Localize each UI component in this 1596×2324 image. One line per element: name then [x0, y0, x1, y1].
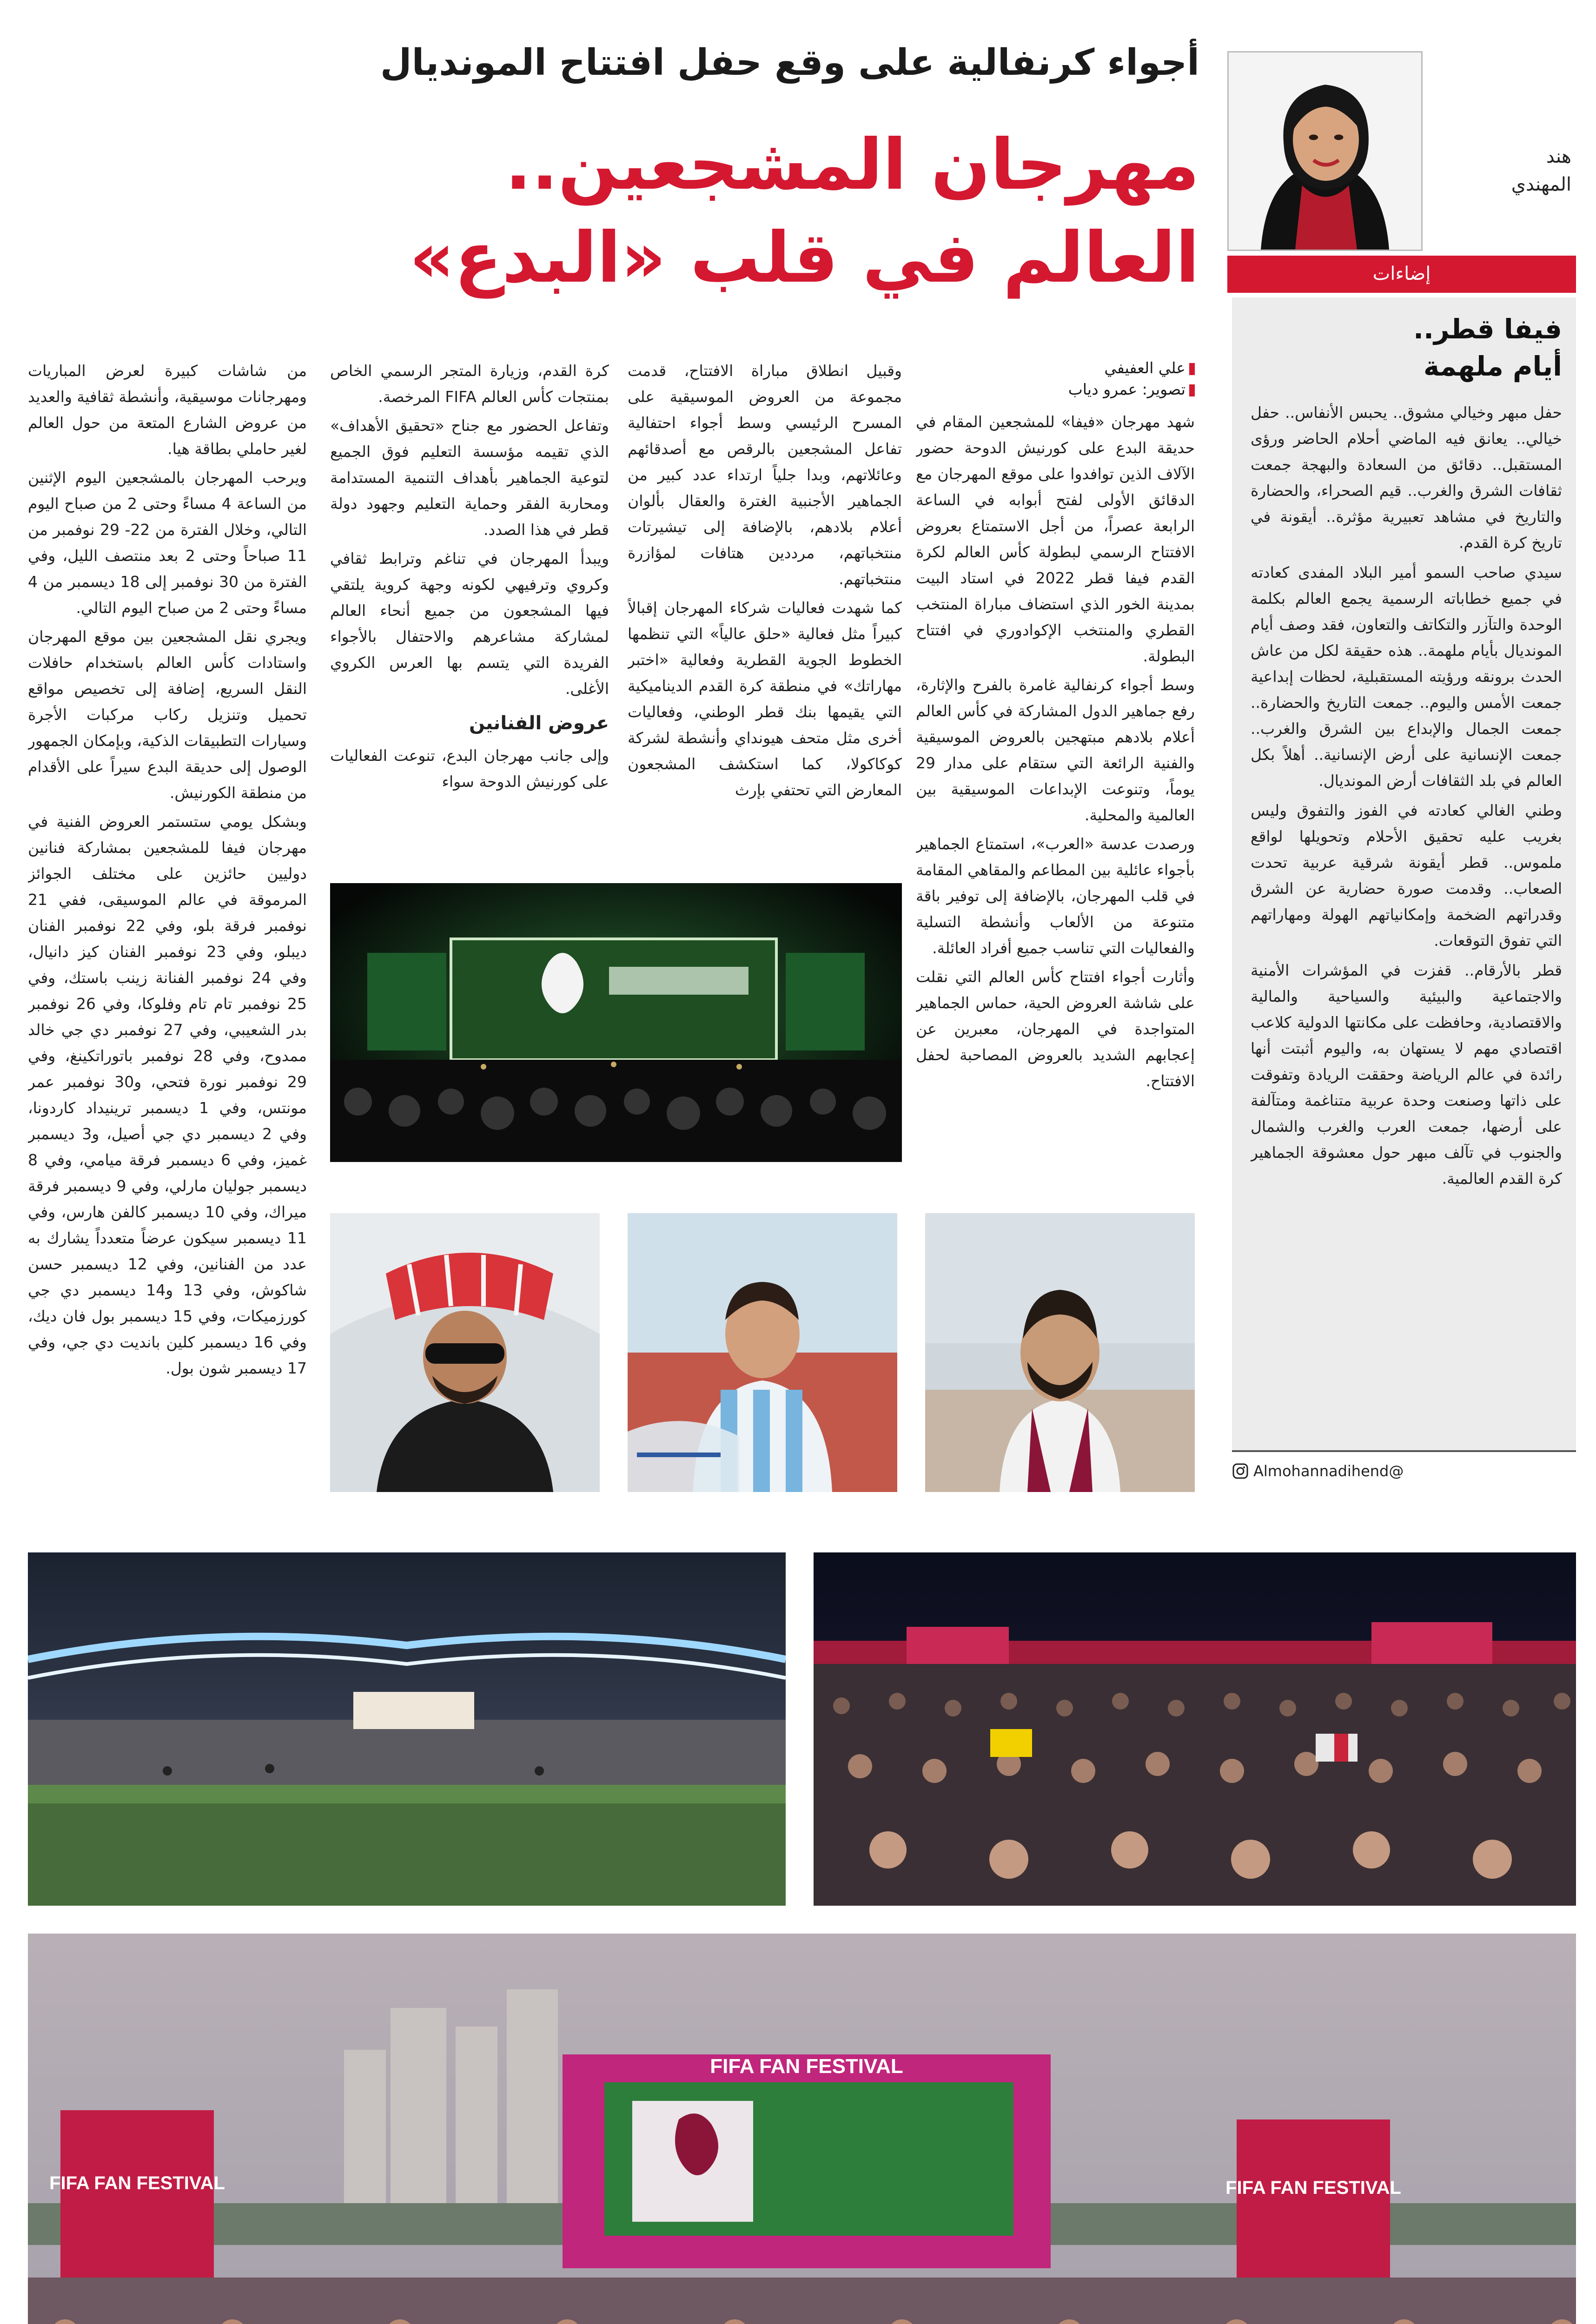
photo-stage-night — [330, 883, 902, 1162]
article-paragraph: ويجري نقل المشجعين بين موقع المهرجان واستادات كأس العالم باستخدام حافلات النقل السريع، إضافة إلى تخصيص مواقع تحميل وتنزيل ركاب مركبات الأجرة وسيارات التطبيقات الذكية، وبإمكان الجمهور الوصول إلى حديقة البدع سيراً على الأقدام من منطقة الكورنيش. — [28, 627, 307, 802]
fan-argentina-image — [628, 1213, 897, 1492]
column-title-line2: أيام ملهمة — [1423, 350, 1562, 382]
article-paragraph: ورصدت عدسة «العرب»، استمتاع الجماهير بأجواء عائلية بين المطاعم والمقاهي المقامة في قلب المهرجان، بالإضافة إلى توفير باقة متنوعة من الألعاب وأنشطة التسلية والفعاليات التي تناسب جميع أفراد العائلة. — [916, 835, 1195, 957]
author-last-name: المهندي — [1511, 174, 1571, 195]
article-paragraph: وأثارت أجواء افتتاح كأس العالم التي نقلت على شاشة العروض الحية، حماس الجماهير المتواجدة في المهرجان، معبرين عن إعجابهم الشديد بالعروض المصاحبة لحفل الافتتاح. — [916, 968, 1195, 1090]
column-paragraph: قطر بالأرقام.. قفزت في المؤشرات الأمنية والاجتماعية والبيئية والسياحية والمالية والاقتصادية، وحافظت على مكانتها الدولية كلاعب اقتصادي مهم لا يستهان به، واليوم أثبتت أنها رائدة في عالم الرياضة وحققت الريادة وتفوقت على ذاتها وصنعت وحدة عربية متناغمة ومتآلفة على أرضها، جمعت العرب والغرب والشمال والجنوب في تآلف مبهر حول معشوقة الجماهير كرة القدم العالمية. — [1251, 961, 1562, 1188]
article-paragraph: وإلى جانب مهرجان البدع، تنوعت الفعاليات على كورنيش الدوحة سواء — [330, 746, 609, 791]
article-paragraph: ويرحب المهرجان بالمشجعين اليوم الإثنين من الساعة 4 مساءً وحتى 2 من صباح اليوم التالي، وخلال الفترة من 22- 29 نوفمبر من 11 صباحاً وحتى 2 بعد منتصف الليل، وفي الفترة من 30 نوفمبر إلى 18 ديسمبر من 4 مساءً وحتى 2 من صباح اليوم التالي. — [28, 469, 307, 617]
fan-mexico-image — [330, 1213, 600, 1492]
byline-writer — [1023, 358, 1195, 378]
byline-bar — [1189, 363, 1195, 375]
author-photo — [1227, 51, 1423, 251]
article-paragraph: كرة القدم، وزيارة المتجر الرسمي الخاص بمنتجات كأس العالم FIFA المرخصة. — [330, 362, 609, 406]
byline-bar — [1189, 384, 1195, 396]
article-paragraph: من شاشات كبيرة لعرض المباريات ومهرجانات موسيقية، وأنشطة ثقافية والعديد من عروض الشارع المتعة من حول العالم لغير حاملي بطاقة هيا. — [28, 362, 307, 458]
photo-fan-mexico — [330, 1213, 600, 1492]
park-lights-image — [28, 1552, 786, 1906]
article-kicker: أجواء كرنفالية على وقع حفل افتتاح المونديال — [380, 42, 1199, 84]
stage-night-image — [330, 883, 902, 1162]
column-body — [1251, 400, 1562, 1422]
byline-writer-name: علي العفيفي — [1104, 359, 1185, 377]
column-paragraph: سيدي صاحب السمو أمير البلاد المفدى كعادته في جميع خطاباته الرسمية يجمع العالم بكلمة الوحدة والتآزر والتكاتف والتعاون، فقد وصف أيام المونديال بأيام ملهمة.. هذه حقيقة لكل من عاش الحدث برونقه ورؤيته المستقبلية، لحظات إبداعية جمعت الأمس واليوم.. جمعت التاريخ والحضارة.. جمعت الجمال والإبداع بين الشرق والغرب.. جمعت الإنسانية على أرض الإنسانية.. أهلاً بكل العالم في بلد الثقافات أرض المونديال. — [1251, 563, 1562, 790]
photo-fan-argentina — [628, 1213, 897, 1492]
column-tag: إضاءات — [1227, 256, 1576, 293]
stage-banner-text: FIFA FAN FESTIVAL — [710, 2055, 903, 2078]
author-first-name: هند — [1546, 146, 1571, 167]
byline-photographer — [1023, 379, 1195, 400]
article-paragraph: كما شهدت فعاليات شركاء المهرجان إقبالاً كبيراً مثل فعالية «حلق عالياً» التي تنظمها الخطوط الجوية القطرية وفعالية «اختبر مهاراتك» في منطقة كرة القدم الديناميكية التي يقيمها بنك قطر الوطني، وفعاليات أخرى مثل متحف هيونداي وأنشطة لشركة كوكاكولا، كما استكشف المشجعون المعارض التي تحتفي بإرث — [628, 599, 902, 799]
festival-sign-right-text: FIFA FAN FESTIVAL — [1225, 2178, 1401, 2198]
article-paragraph: وسط أجواء كرنفالية غامرة بالفرح والإثارة، رفع جماهير الدول المشاركة في كأس العالم أعلام بلادهم مبتهجين بالعروض الموسيقية والفنية الرائعة التي ستقام على مدار 29 يوماً، وتنوعت الإبداعات الموسيقية بين العالمية والمحلية. — [916, 676, 1195, 824]
byline-photographer-name: تصوير: عمرو دياب — [1068, 380, 1185, 398]
photo-crowd-night — [814, 1552, 1576, 1906]
article-column-4 — [28, 358, 307, 1511]
article-headline-line1: مهرجان المشجعين.. — [505, 125, 1199, 205]
instagram-icon — [1232, 1463, 1249, 1479]
author-portrait-image — [1229, 53, 1421, 250]
fan-festival-stage-image — [28, 1934, 1576, 2324]
festival-sign-left-text: FIFA FAN FESTIVAL — [49, 2173, 225, 2193]
fan-qatar-scarf-image — [925, 1213, 1195, 1492]
article-column-3 — [330, 358, 609, 846]
column-title-line1: فيفا قطر.. — [1413, 313, 1562, 345]
article-paragraph: شهد مهرجان «فيفا» للمشجعين المقام في حديقة البدع على كورنيش الدوحة حضور الآلاف الذين توافدوا على موقع المهرجان مع الدقائق الأولى لفتح أبوابه في الساعة الرابعة عصراً، من أجل الاستمتاع بعروض الافتتاح الرسمي لبطولة كأس العالم لكرة القدم فيفا قطر 2022 في استاد البيت بمدينة الخور الذي استضاف مباراة المنتخب القطري والمنتخب الإكوادوري في افتتاح البطولة. — [916, 413, 1195, 665]
crowd-night-image — [814, 1552, 1576, 1906]
column-footer-rule — [1232, 1450, 1576, 1452]
instagram-handle[interactable] — [1232, 1459, 1576, 1483]
article-paragraph: وبشكل يومي ستستمر العروض الفنية في مهرجان فيفا للمشجعين بمشاركة فنانين دوليين حائزين على مختلف الجوائز المرموقة في عالم الموسيقى، ففي 21 نوفمبر فرقة بلو، وفي 22 نوفمبر الفنان ديبلو، وفي 23 نوفمبر الفنان كيز دانيال، وفي 24 نوفمبر الفنانة زينب باستك، وفي 25 نوفمبر تام تام وفلوكا، وفي 26 نوفمبر بدر الشعيبي، وفي 27 نوفمبر دي جي خالد ممدوح، وفي 28 نوفمبر باتوراتكينغ، وفي 29 نوفمبر نورة فتحي، و30 نوفمبر عمر مونتس، وفي 1 ديسمبر ترينيداد كاردونا، وفي 2 ديسمبر دي جي أصيل، و3 ديسمبر غميز، وفي 6 ديسمبر فرقة ميامي، وفي 8 ديسمبر جوليان مارلي، وفي 9 ديسمبر فرقة ميراك، وفي 10 ديسمبر كالفن هارس، وفي 11 ديسمبر سيكون عرضاً متعدداً يشارك به عدد من الفنانين، وفي 12 ديسمبر حسن شاكوش، وفي 13 و14 ديسمبر دي جي كورزميكات، وفي 15 ديسمبر بول فان ديك، وفي 16 ديسمبر كلين باندیت دي جي، وفي 17 ديسمبر شون بول. — [28, 812, 307, 1377]
column-paragraph: حفل مبهر وخيالي مشوق.. يحبس الأنفاس.. حفل خيالي.. يعانق فيه الماضي أحلام الحاضر ورؤى المستقبل.. دقائق من السعادة والبهجة جمعت ثقافات الشرق والغرب.. قيم الصحراء، والحضارة والتاريخ في مشاهد تعبيرية مؤثرة.. أيقونة في تاريخ كرة القدم. — [1251, 403, 1562, 552]
article-paragraph: وتفاعل الحضور مع جناح «تحقيق الأهداف» الذي تقيمه مؤسسة التعليم فوق الجميع لتوعية الجماهير بأهداف التنمية المستدامة ومحاربة الفقر وحماية التعليم وجهود دولة قطر في هذا الصدد. — [330, 416, 609, 539]
article-paragraph: وقبيل انطلاق مباراة الافتتاح، قدمت مجموعة من العروض الموسيقية على المسرح الرئيسي وسط أجواء احتفالية تفاعل المشجعين بالرقص مع أصدقائهم وعائلاتهم، وبدا جلياً ارتداء عدد كبير من الجماهير الأجنبية الغترة والعقال بألوان أعلام بلادهم، بالإضافة إلى تيشيرتات منتخباتهم، مرددين هتافات لمؤازرة منتخباتهم. — [628, 362, 902, 588]
section-subhead: عروض الفنانين — [469, 713, 609, 734]
article-column-1 — [916, 409, 1195, 1176]
column-paragraph: وطني الغالي كعادته في الفوز والتفوق وليس بغريب عليه تحقيق الأحلام وتحويلها لواقع ملموس.. قطر أيقونة شرقية عربية تحدت الصعاب.. وقدمت صورة حضارية عن الشرق وقدراتهم الضخمة وإمكانياتهم الهولة ومهاراتهم التي تفوق التوقعات. — [1251, 801, 1562, 950]
article-paragraph: ويبدأ المهرجان في تناغم وترابط ثقافي وكروي وترفيهي لكونه وجهة كروية يلتقي فيها المشجعون من جميع أنحاء العالم لمشاركة مشاعرهم والاحتفال بالأجواء الفريدة التي يتسم بها العرس الكروي الأغلى. — [330, 549, 609, 698]
photo-fan-qatar-scarf — [925, 1213, 1195, 1492]
article-column-2 — [628, 358, 902, 841]
photo-fan-festival-stage — [28, 1934, 1576, 2324]
article-headline-line2: العالم في قلب «البدع» — [409, 218, 1199, 298]
instagram-handle-text: @Almohannadihend — [1253, 1462, 1404, 1480]
photo-park-lights — [28, 1552, 786, 1906]
